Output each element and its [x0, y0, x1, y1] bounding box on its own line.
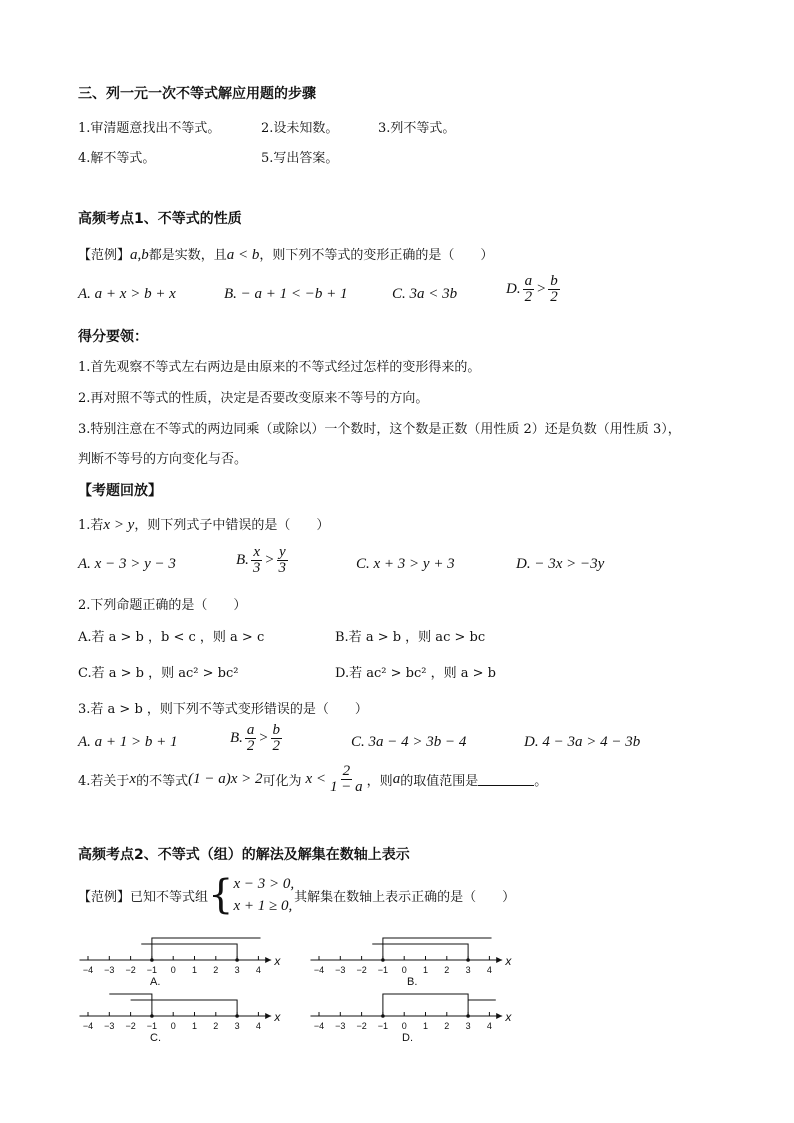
- number-line-c: [79, 994, 281, 1044]
- q3-option-a: A. a + 1 > b + 1: [78, 734, 178, 750]
- relation: >: [264, 552, 275, 568]
- q1-option-a: A. x − 3 > y − 3: [78, 556, 176, 572]
- arrow-icon: [265, 1013, 271, 1019]
- q4-text-3: 可化为: [262, 774, 302, 789]
- example-vars: a,b: [130, 247, 149, 263]
- example-text-2: ，则下列不等式的变形正确的是（ ）: [259, 248, 494, 263]
- tick-label: 3: [465, 965, 471, 975]
- relation: >: [258, 730, 269, 746]
- arrow-icon: [265, 957, 271, 963]
- brace-icon: {: [208, 872, 234, 918]
- point-dot: [235, 958, 239, 962]
- tip-1: 1.首先观察不等式左右两边是由原来的不等式经过怎样的变形得来的。: [78, 360, 481, 375]
- tick-label: 4: [255, 965, 261, 975]
- tick-label: 2: [213, 965, 219, 975]
- tick-label: 4: [486, 1021, 492, 1031]
- step-4: 4.解不等式。: [78, 151, 156, 166]
- tip-3-cont: 判断不等号的方向变化与否。: [78, 452, 248, 467]
- frac-num: 2: [342, 763, 351, 779]
- tick-label: −2: [356, 1021, 367, 1031]
- option-label: B.: [407, 976, 418, 988]
- tick-label: −2: [125, 965, 136, 975]
- frac-den: 2: [524, 289, 533, 305]
- tick-label: 4: [486, 965, 492, 975]
- tick-label: −3: [104, 1021, 115, 1031]
- q4-var2: a: [392, 771, 401, 787]
- tick-label: −3: [335, 1021, 346, 1031]
- system-line-2: x + 1 ≥ 0,: [233, 898, 293, 914]
- q3-stem: 3.若 a > b ，则下列不等式变形错误的是（ ）: [78, 702, 368, 717]
- q1-option-d: D. − 3x > −3y: [516, 556, 605, 572]
- tick-label: 0: [401, 965, 407, 975]
- tick-label: 3: [234, 965, 240, 975]
- tick-label: 2: [213, 1021, 219, 1031]
- section-title: 三、列一元一次不等式解应用题的步骤: [78, 86, 316, 102]
- frac-den: 3: [252, 560, 261, 576]
- number-line-d: [310, 994, 512, 1044]
- option-b-label: B.: [236, 552, 249, 568]
- tick-label: −4: [313, 1021, 325, 1031]
- q2-option-b: B.若 a > b ，则 ac > bc: [335, 630, 486, 645]
- kp1-option-c: C. 3a < 3b: [392, 286, 458, 302]
- q1-text-1: 1.若: [78, 518, 104, 533]
- q4-text-4: ，则: [366, 774, 393, 789]
- tick-label: 1: [422, 965, 429, 975]
- q4-ineq: (1 − a)x > 2: [188, 771, 263, 787]
- frac-den: 1 − a: [330, 779, 363, 795]
- tick-label: 0: [170, 965, 176, 975]
- tick-label: −4: [82, 965, 94, 975]
- axis-var-label: x: [505, 1010, 512, 1024]
- q3-option-c: C. 3a − 4 > 3b − 4: [351, 734, 467, 750]
- point-dot: [466, 1014, 470, 1018]
- q2-option-d: D.若 ac² > bc² ，则 a > b: [335, 666, 496, 681]
- tick-label: 2: [444, 1021, 450, 1031]
- bracket-right: [383, 938, 492, 960]
- example-prefix: 【范例】: [78, 248, 131, 263]
- bracket-right: [152, 938, 261, 960]
- option-label: A.: [150, 976, 161, 988]
- point-dot: [466, 958, 470, 962]
- q1-option-c: C. x + 3 > y + 3: [356, 556, 455, 572]
- q4-text-6: 。: [534, 774, 548, 789]
- q4-text-1: 4.若关于: [78, 774, 130, 789]
- kp2-example-text-2: 其解集在数轴上表示正确的是（ ）: [294, 889, 516, 905]
- example-cond: a < b: [226, 247, 260, 263]
- example-text-1: 都是实数，且: [148, 248, 227, 263]
- tick-label: −1: [146, 965, 158, 975]
- q4-text-2: 的不等式: [136, 774, 189, 789]
- tick-label: −1: [377, 1021, 389, 1031]
- option-d-label: D.: [506, 281, 521, 297]
- point-dot: [150, 1014, 154, 1018]
- step-1: 1.审清题意找出不等式。: [78, 121, 221, 136]
- axis-var-label: x: [505, 954, 512, 968]
- system-line-1: x − 3 > 0,: [233, 876, 295, 892]
- option-b-label: B.: [230, 730, 243, 746]
- step-5: 5.写出答案。: [261, 151, 339, 166]
- review-title: 【考题回放】: [78, 483, 162, 499]
- tick-label: −4: [82, 1021, 94, 1031]
- relation: >: [536, 281, 547, 297]
- tick-label: −3: [104, 965, 115, 975]
- tick-label: −4: [313, 965, 325, 975]
- kp1-option-a: A. a + x > b + x: [78, 286, 176, 302]
- frac-den: 2: [272, 738, 281, 754]
- tick-label: −3: [335, 965, 346, 975]
- q2-option-a: A.若 a > b ，b < c ，则 a > c: [78, 630, 265, 645]
- bracket-left: [372, 944, 468, 960]
- q2-stem: 2.下列命题正确的是（ ）: [78, 598, 247, 613]
- frac-num: y: [278, 544, 286, 560]
- q4-var: x: [129, 771, 137, 787]
- step-3: 3.列不等式。: [378, 121, 456, 136]
- kp1-title: 高频考点1、不等式的性质: [78, 211, 242, 227]
- tick-label: −2: [125, 1021, 136, 1031]
- tick-label: −2: [356, 965, 367, 975]
- tick-label: −1: [146, 1021, 158, 1031]
- tips-title: 得分要领：: [78, 329, 148, 345]
- tick-label: 0: [170, 1021, 176, 1031]
- tick-label: −1: [377, 965, 389, 975]
- number-line-b: [310, 938, 512, 988]
- tick-label: 1: [191, 965, 198, 975]
- point-dot: [381, 1014, 385, 1018]
- q4-text-5: 的取值范围是: [400, 774, 479, 789]
- frac-num: a: [524, 273, 533, 289]
- point-dot: [381, 958, 385, 962]
- kp2-example-prefix: 【范例】已知不等式组: [78, 889, 209, 905]
- point-dot: [235, 1014, 239, 1018]
- tick-label: 2: [444, 965, 450, 975]
- frac-den: 2: [246, 738, 255, 754]
- arrow-icon: [496, 1013, 502, 1019]
- axis-var-label: x: [274, 954, 281, 968]
- number-line-a: [79, 938, 281, 988]
- frac-num: x: [253, 544, 260, 560]
- bracket-left: [141, 944, 237, 960]
- frac-den: 2: [550, 289, 558, 305]
- tip-3: 3.特别注意在不等式的两边同乘（或除以）一个数时，这个数是正数（用性质 2）还是负数（用性质 3），: [78, 422, 681, 437]
- axis-var-label: x: [274, 1010, 281, 1024]
- tick-label: 3: [465, 1021, 471, 1031]
- frac-num: b: [272, 722, 281, 738]
- arrow-icon: [496, 957, 502, 963]
- frac-num: a: [246, 722, 255, 738]
- kp2-title: 高频考点2、不等式（组）的解法及解集在数轴上表示: [78, 847, 410, 863]
- point-dot: [150, 958, 154, 962]
- frac-den: 3: [278, 560, 287, 576]
- q1-cond: x > y: [103, 517, 135, 533]
- q1-text-2: ，则下列式子中错误的是（ ）: [134, 518, 330, 533]
- bracket-right: [131, 1000, 238, 1016]
- tick-label: 3: [234, 1021, 240, 1031]
- tick-label: 4: [255, 1021, 261, 1031]
- q3-option-d: D. 4 − 3a > 4 − 3b: [524, 734, 641, 750]
- step-2: 2.设未知数。: [261, 121, 339, 136]
- option-label: C.: [150, 1032, 161, 1044]
- q4-lhs: x <: [305, 771, 327, 787]
- option-label: D.: [402, 1032, 413, 1044]
- tick-label: 0: [401, 1021, 407, 1031]
- frac-num: b: [550, 273, 558, 289]
- tick-label: 1: [191, 1021, 198, 1031]
- q2-option-c: C.若 a > b ，则 ac² > bc²: [78, 666, 239, 681]
- tick-label: 1: [422, 1021, 429, 1031]
- kp1-option-b: B. − a + 1 < −b + 1: [224, 286, 348, 302]
- tip-2: 2.再对照不等式的性质，决定是否要改变原来不等号的方向。: [78, 391, 429, 406]
